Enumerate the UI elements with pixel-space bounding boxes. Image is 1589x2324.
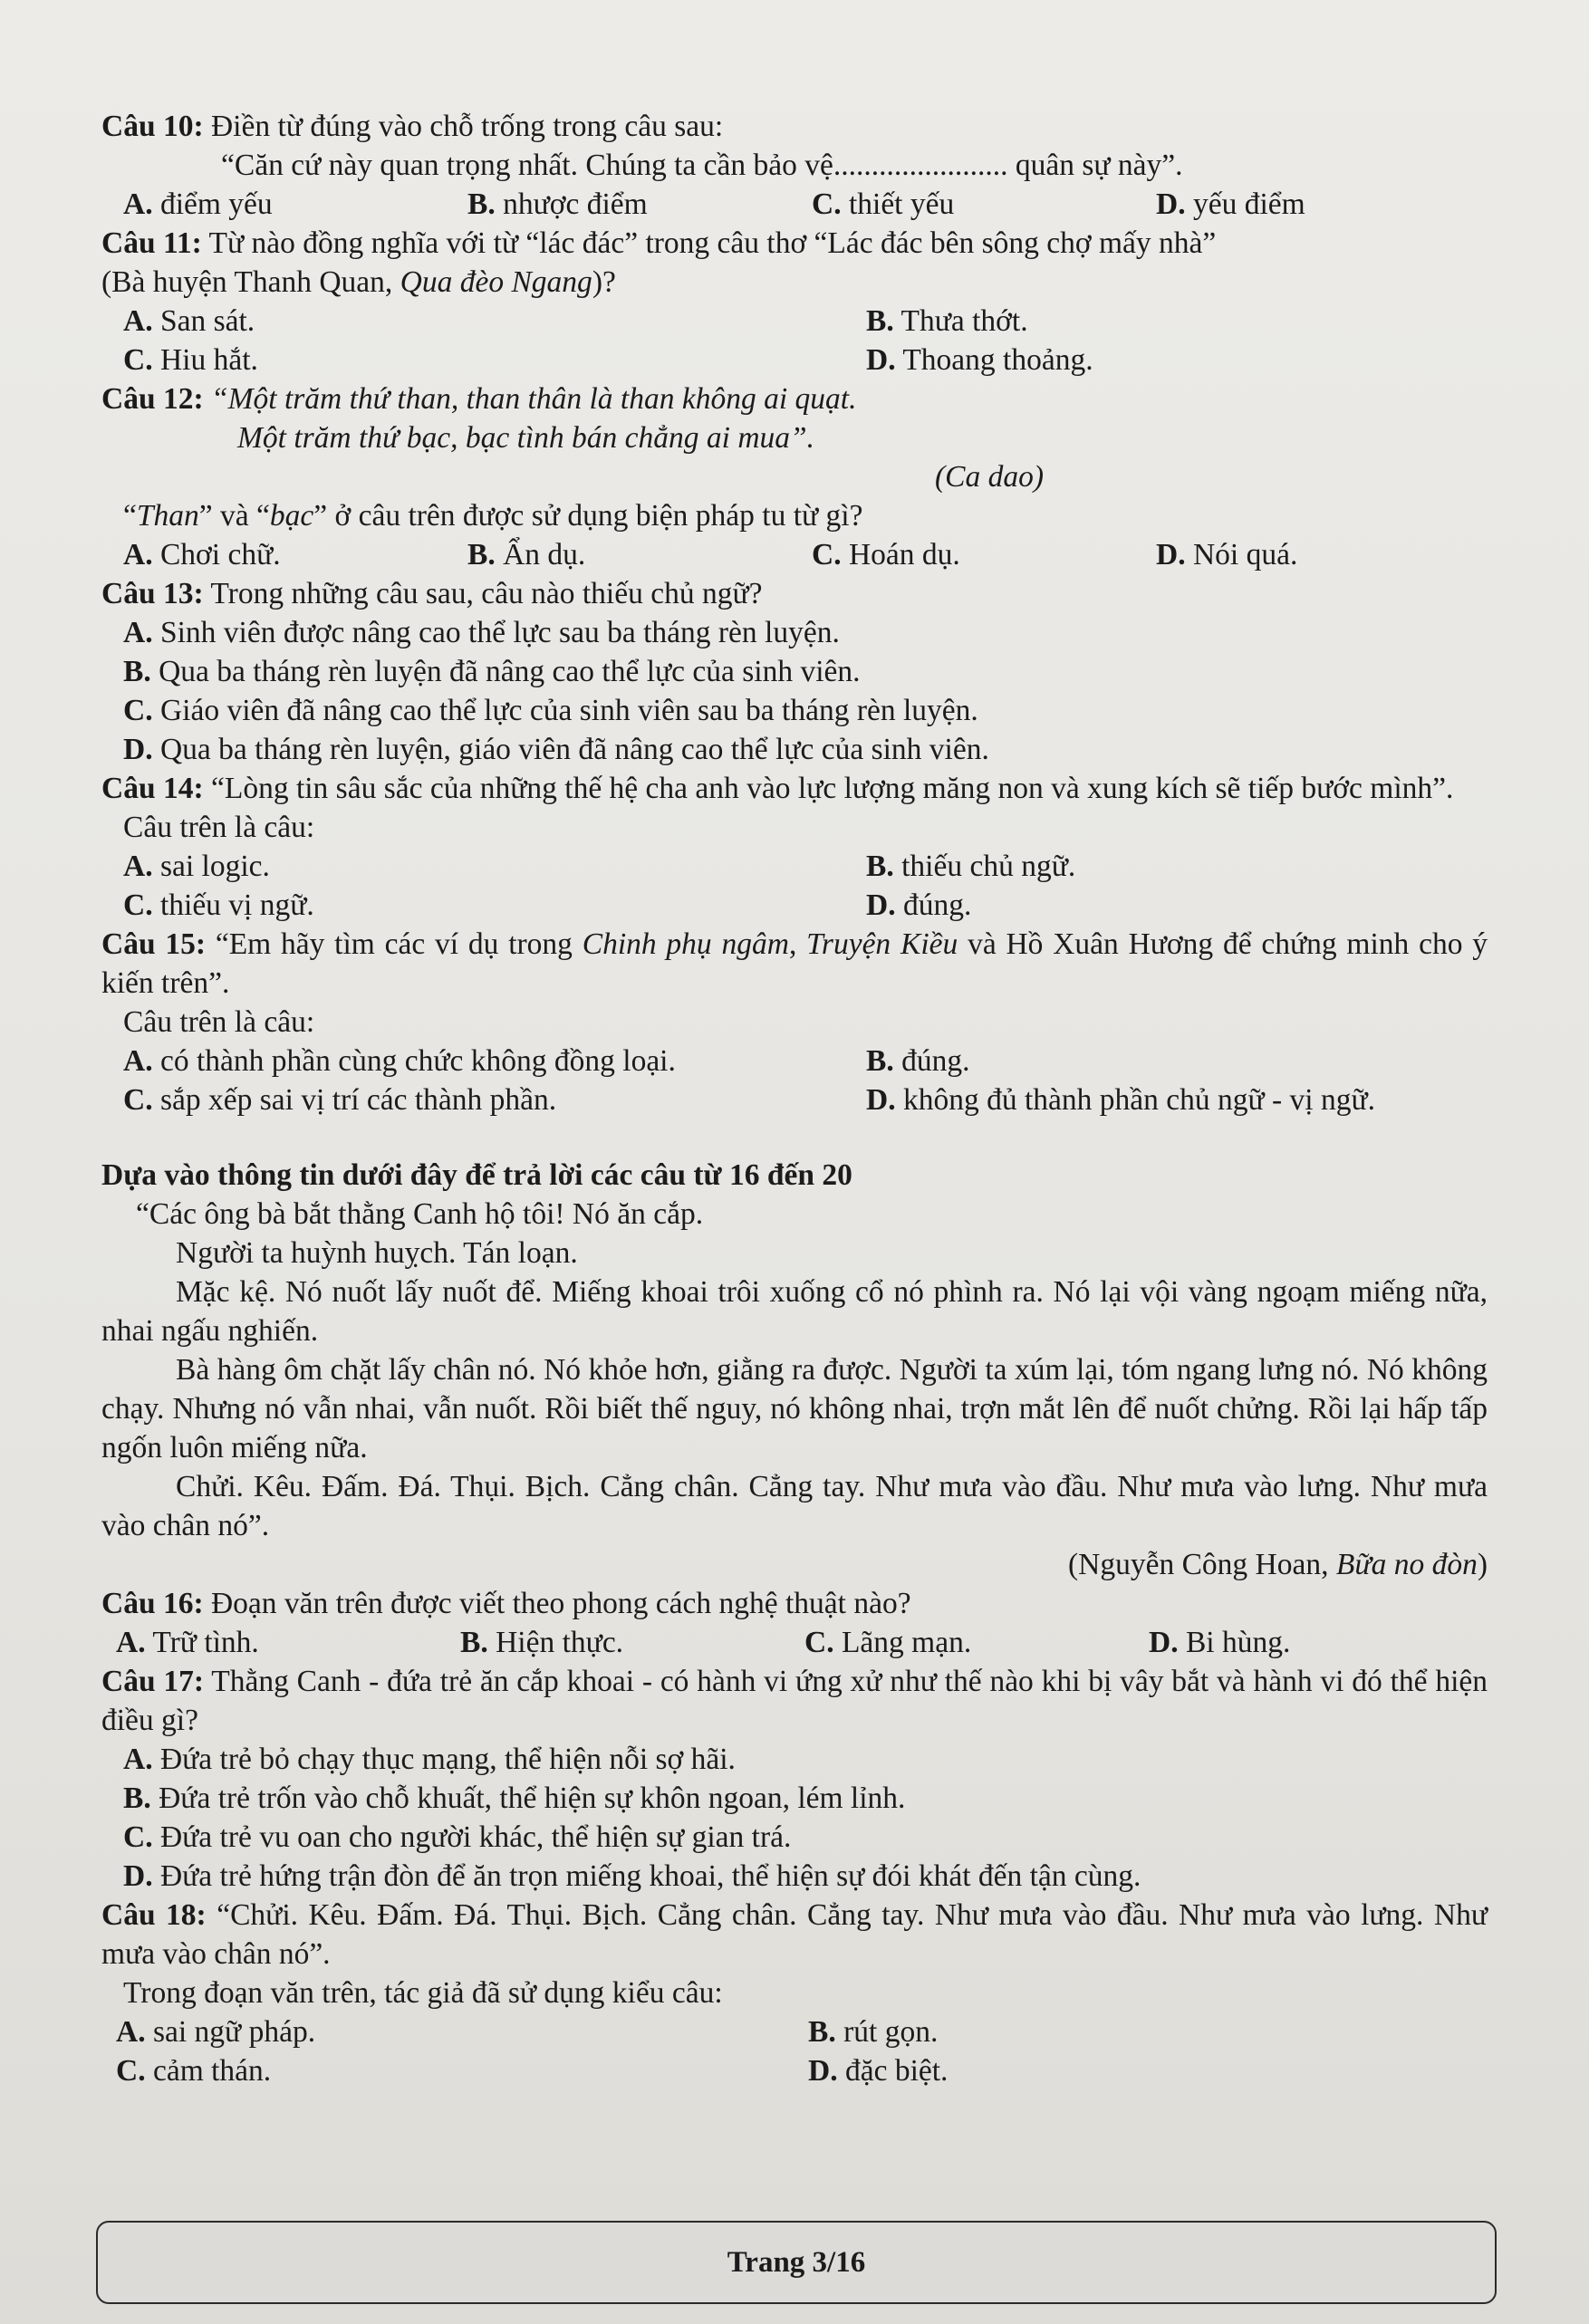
option-b[interactable]: B. rút gọn. xyxy=(808,2015,939,2049)
option-a[interactable]: A. sai ngữ pháp. xyxy=(116,2015,316,2049)
option-c[interactable]: C. sắp xếp sai vị trí các thành phần. xyxy=(123,1083,557,1117)
question-18 xyxy=(101,1896,1488,2090)
option-b[interactable]: B. nhược điểm xyxy=(467,187,648,221)
question-source: (Bà huyện Thanh Quan, Qua đèo Ngang)? xyxy=(101,265,616,299)
question-12 xyxy=(101,379,1488,574)
option-b[interactable]: B. Thưa thớt. xyxy=(866,304,1028,338)
options xyxy=(101,535,1488,574)
question-ask: “Than” và “bạc” ở câu trên được sử dụng biện pháp tu từ gì? xyxy=(123,499,863,533)
question-ask: Trong đoạn văn trên, tác giả đã sử dụng kiểu câu: xyxy=(123,1976,723,2010)
option-d[interactable]: D. đặc biệt. xyxy=(808,2054,949,2088)
question-label: Câu 17: xyxy=(101,1665,205,1698)
passage-paragraph: Người ta huỳnh huỵch. Tán loạn. xyxy=(176,1236,578,1270)
option-c[interactable]: C. thiếu vị ngữ. xyxy=(123,888,314,922)
passage-paragraph: Mặc kệ. Nó nuốt lấy nuốt để. Miếng khoai trôi xuống cổ nó phình ra. Nó lại vội vàng ngoạm miếng nữa, nhai ngấu nghiến. xyxy=(101,1275,1488,1348)
option-d[interactable]: D. Đứa trẻ hứng trận đòn để ăn trọn miếng khoai, thể hiện sự đói khát đến tận cùng. xyxy=(123,1859,1141,1893)
question-quote: “Căn cứ này quan trọng nhất. Chúng ta cần bảo vệ....................... quân sự này”. xyxy=(221,149,1183,182)
question-label: Câu 16: xyxy=(101,1587,204,1620)
question-label: Câu 14: xyxy=(101,772,204,805)
options xyxy=(101,1042,1488,1119)
question-stem: Trong những câu sau, câu nào thiếu chủ ngữ? xyxy=(203,577,763,610)
question-stem: Điền từ đúng vào chỗ trống trong câu sau: xyxy=(203,110,724,143)
question-stem: “Chửi. Kêu. Đấm. Đá. Thụi. Bịch. Cẳng chân. Cẳng tay. Như mưa vào đầu. Như mưa vào lưng. Như mưa vào chân nó”. xyxy=(101,1898,1488,1971)
option-c[interactable]: C. thiết yếu xyxy=(812,187,955,221)
options xyxy=(101,2012,1488,2090)
options xyxy=(101,847,1488,925)
page-number: Trang 3/16 xyxy=(727,2245,866,2279)
question-17 xyxy=(101,1662,1488,1896)
options xyxy=(101,185,1488,224)
option-a[interactable]: A. Đứa trẻ bỏ chạy thục mạng, thể hiện nỗi sợ hãi. xyxy=(123,1743,736,1776)
option-c[interactable]: C. Đứa trẻ vu oan cho người khác, thể hiện sự gian trá. xyxy=(123,1820,792,1854)
option-d[interactable]: D. Nói quá. xyxy=(1156,538,1298,571)
reading-section xyxy=(101,1156,1488,1584)
passage-paragraph: Chửi. Kêu. Đấm. Đá. Thụi. Bịch. Cẳng chân. Cẳng tay. Như mưa vào đầu. Như mưa vào lưng. Như mưa vào chân nó”. xyxy=(101,1470,1488,1542)
question-ask: Câu trên là câu: xyxy=(123,811,315,844)
passage-paragraph: Bà hàng ôm chặt lấy chân nó. Nó khỏe hơn, giằng ra được. Người ta xúm lại, tóm ngang lưng nó. Nó không chạy. Nhưng nó vẫn nhai, vẫn nuốt. Rồi biết thế nguy, nó không nhai, trợn mắt lên để nuốt chửng. Rồi lại hấp tấp ngốn luôn miếng nữa. xyxy=(101,1353,1488,1465)
option-a[interactable]: A. San sát. xyxy=(123,304,255,338)
question-13 xyxy=(101,574,1488,769)
question-ask: Câu trên là câu: xyxy=(123,1005,315,1039)
option-a[interactable]: A. có thành phần cùng chức không đồng loại. xyxy=(123,1044,676,1078)
options xyxy=(101,613,1488,769)
option-a[interactable]: A. điểm yếu xyxy=(123,187,273,221)
question-label: Câu 18: xyxy=(101,1898,207,1932)
option-a[interactable]: A. Chơi chữ. xyxy=(123,538,281,571)
option-c[interactable]: C. Giáo viên đã nâng cao thể lực của sinh viên sau ba tháng rèn luyện. xyxy=(123,694,978,727)
option-c[interactable]: C. cảm thán. xyxy=(116,2054,272,2088)
option-d[interactable]: D. yếu điểm xyxy=(1156,187,1305,221)
options xyxy=(101,1740,1488,1896)
question-14 xyxy=(101,769,1488,925)
options xyxy=(101,1623,1488,1662)
option-a[interactable]: A. Sinh viên được nâng cao thể lực sau ba tháng rèn luyện. xyxy=(123,616,840,649)
question-11 xyxy=(101,224,1488,379)
question-label: Câu 10: xyxy=(101,110,204,143)
question-stem: “Lòng tin sâu sắc của những thế hệ cha anh vào lực lượng măng non và xung kích sẽ tiếp bước mình”. xyxy=(203,772,1454,805)
option-b[interactable]: B. Hiện thực. xyxy=(460,1626,624,1659)
option-b[interactable]: B. Qua ba tháng rèn luyện đã nâng cao thể lực của sinh viên. xyxy=(123,655,861,688)
page-footer xyxy=(96,2221,1497,2304)
poem-source: (Ca dao) xyxy=(934,460,1044,494)
poem-line-1: “Một trăm thứ than, than thân là than không ai quạt. xyxy=(203,382,857,416)
question-label: Câu 15: xyxy=(101,927,207,961)
option-b[interactable]: B. đúng. xyxy=(866,1044,970,1078)
option-b[interactable]: B. Ẩn dụ. xyxy=(467,538,586,571)
option-b[interactable]: B. thiếu chủ ngữ. xyxy=(866,850,1076,883)
option-d[interactable]: D. Qua ba tháng rèn luyện, giáo viên đã nâng cao thể lực của sinh viên. xyxy=(123,733,989,766)
question-stem: Câu 15: “Em hãy tìm các ví dụ trong Chinh phụ ngâm, Truyện Kiều và Hồ Xuân Hương để chứng minh cho ý kiến trên”. xyxy=(101,927,1488,1000)
question-stem: Thằng Canh - đứa trẻ ăn cắp khoai - có hành vi ứng xử như thế nào khi bị vây bắt và hành vi đó thể hiện điều gì? xyxy=(101,1665,1488,1737)
question-15 xyxy=(101,925,1488,1119)
section-title: Dựa vào thông tin dưới đây để trả lời các câu từ 16 đến 20 xyxy=(101,1158,852,1192)
passage-paragraph: “Các ông bà bắt thằng Canh hộ tôi! Nó ăn cắp. xyxy=(136,1197,704,1231)
option-a[interactable]: A. Trữ tình. xyxy=(116,1626,259,1659)
option-a[interactable]: A. sai logic. xyxy=(123,850,270,883)
question-stem: Từ nào đồng nghĩa với từ “lác đác” trong câu thơ “Lác đác bên sông chợ mấy nhà” xyxy=(201,226,1217,260)
question-label: Câu 13: xyxy=(101,577,204,610)
question-label: Câu 11: xyxy=(101,226,202,260)
option-d[interactable]: D. Bi hùng. xyxy=(1149,1626,1291,1659)
option-c[interactable]: C. Hiu hắt. xyxy=(123,343,258,377)
option-d[interactable]: D. không đủ thành phần chủ ngữ - vị ngữ. xyxy=(866,1083,1376,1117)
option-b[interactable]: B. Đứa trẻ trốn vào chỗ khuất, thể hiện sự khôn ngoan, lém lỉnh. xyxy=(123,1781,906,1815)
option-d[interactable]: D. đúng. xyxy=(866,888,972,922)
question-label: Câu 12: xyxy=(101,382,204,416)
question-16 xyxy=(101,1584,1488,1662)
question-stem: Đoạn văn trên được viết theo phong cách nghệ thuật nào? xyxy=(203,1587,911,1620)
options xyxy=(101,302,1488,379)
page-content xyxy=(101,107,1488,2090)
question-10 xyxy=(101,107,1488,224)
option-d[interactable]: D. Thoang thoảng. xyxy=(866,343,1093,377)
poem-line-2: Một trăm thứ bạc, bạc tình bán chẳng ai mua”. xyxy=(237,421,815,455)
option-c[interactable]: C. Lãng mạn. xyxy=(804,1626,972,1659)
passage-source: (Nguyễn Công Hoan, Bữa no đòn) xyxy=(1067,1548,1488,1581)
option-c[interactable]: C. Hoán dụ. xyxy=(812,538,960,571)
